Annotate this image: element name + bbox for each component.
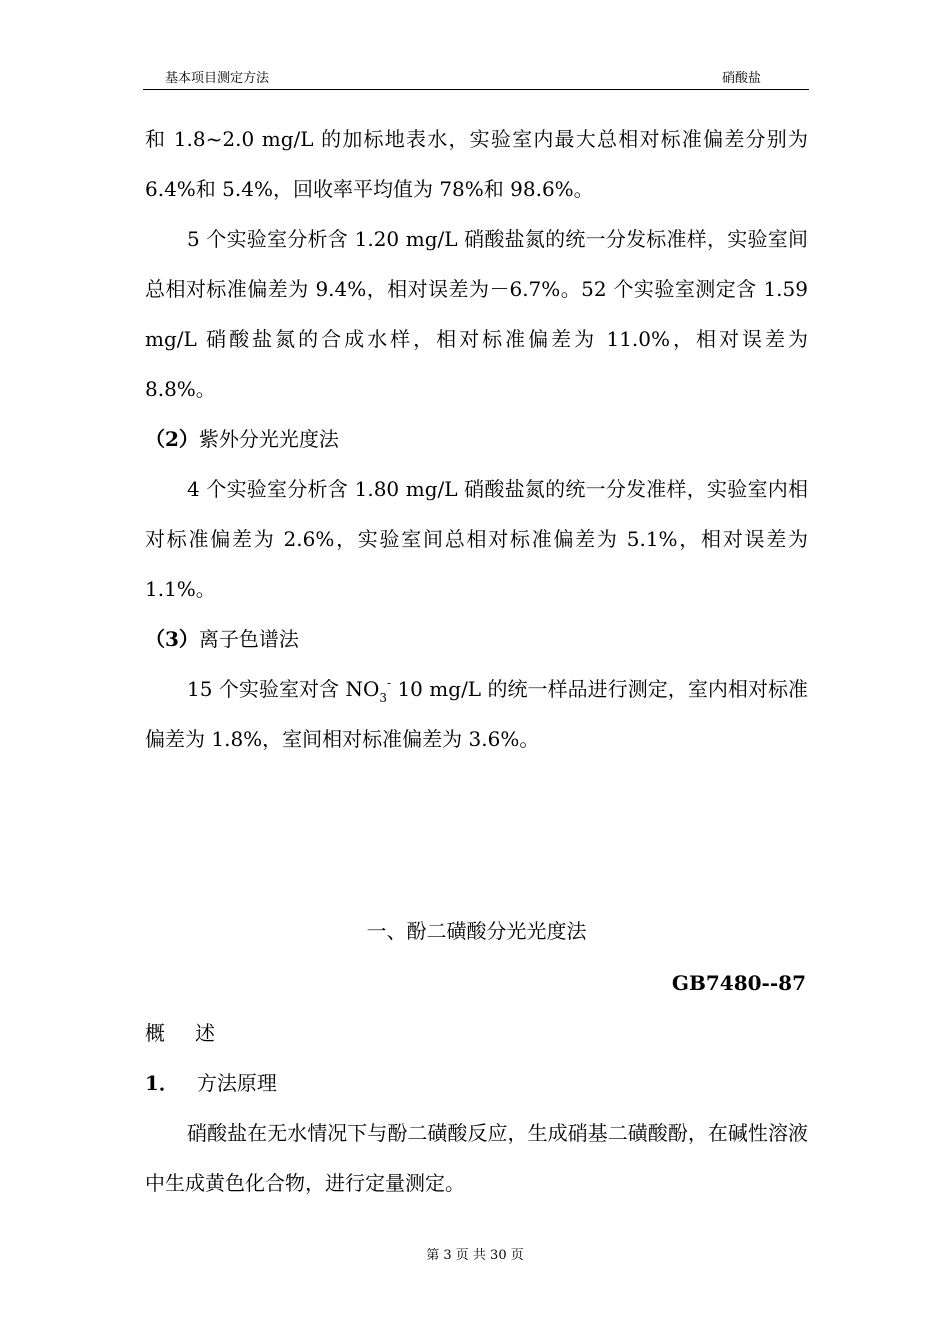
subheading-uv-text: 紫外分光光度法 (198, 427, 339, 451)
paragraph-principle: 硝酸盐在无水情况下与酚二磺酸反应，生成硝基二磺酸酚，在碱性溶液中生成黄色化合物，进行定量测定。 (145, 1121, 808, 1195)
standard-code: GB7480--87 (671, 971, 806, 995)
page-footer: 第 3 页 共 30 页 (426, 1248, 524, 1263)
item-method-principle (145, 1058, 808, 1108)
paragraph-uv-result: 4 个实验室分析含 1.80 mg/L 硝酸盐氮的统一分发准样，实验室内相对标准偏差为 2.6%，实验室间总相对标准偏差为 5.1%，相对误差为 1.1%。 (145, 477, 808, 601)
paragraph-recovery: 和 1.8~2.0 mg/L 的加标地表水，实验室内最大总相对标准偏差分别为 6.4%和 5.4%，回收率平均值为 78%和 98.6%。 (145, 127, 808, 201)
header-right-title: 硝酸盐 (721, 71, 761, 86)
overview-char-1: 概 (145, 1021, 165, 1045)
subheading-ion-number: （3） (145, 627, 199, 651)
ion-result-part-b: 10 mg/L 的统一样品进行测定，室内相对标准偏差为 1.8%，室间相对标准偏差为 3.6%。 (145, 677, 809, 751)
ion-result-part-a: 15 个实验室对含 NO (187, 677, 380, 701)
overview-char-2: 述 (195, 1021, 215, 1045)
subheading-uv-method (145, 414, 808, 464)
nitrate-subscript: 3 (379, 691, 387, 705)
subheading-ion-text: 离子色谱法 (198, 627, 299, 651)
main-content (145, 114, 808, 764)
lower-content (145, 1008, 808, 1208)
header-left-title: 基本项目测定方法 (165, 71, 270, 86)
overview-heading (145, 1008, 808, 1058)
paragraph-interlab-1: 5 个实验室分析含 1.20 mg/L 硝酸盐氮的统一分发标准样，实验室间总相对标准偏差为 9.4%，相对误差为－6.7%。52 个实验室测定含 1.59 mg/L 硝酸盐氮的合成水样，相对标准偏差为 11.0%，相对误差为 8.8%。 (145, 227, 808, 401)
paragraph-ion-result (145, 664, 808, 764)
item-number: 1． (145, 1071, 179, 1095)
subheading-uv-number: （2） (145, 427, 199, 451)
section-title: 一、酚二磺酸分光光度法 (366, 919, 587, 943)
nitrate-superscript: - (387, 676, 392, 690)
subheading-ion-chromatography (145, 614, 808, 664)
page-header (143, 70, 809, 90)
item-title: 方法原理 (196, 1071, 277, 1095)
